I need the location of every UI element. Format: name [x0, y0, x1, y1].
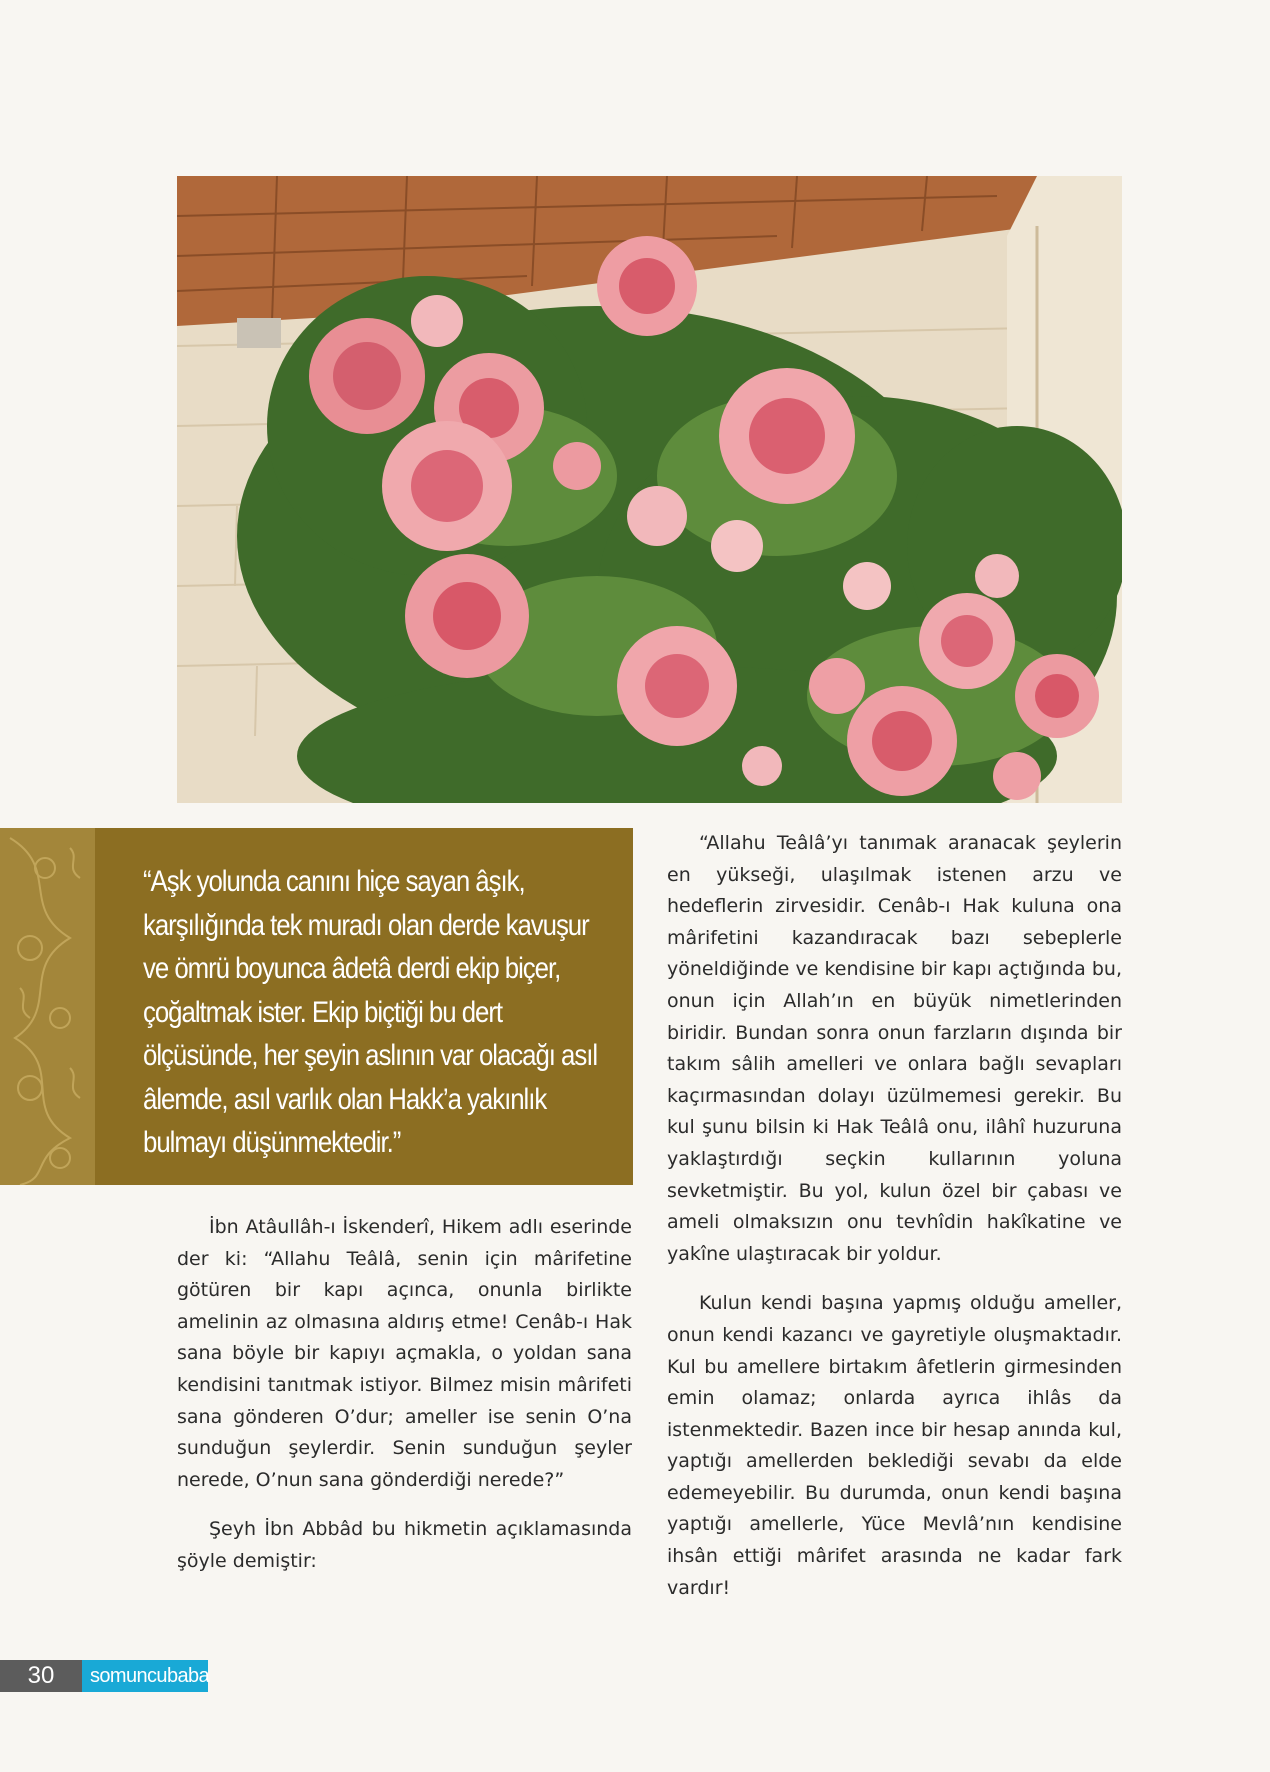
page-footer: [0, 1660, 220, 1692]
right-text-column: [667, 828, 1122, 1622]
paragraph: Kulun kendi başına yapmış olduğu ameller, onun kendi kazancı ve gayretiyle oluşmaktadır. Kul bu amellere birtakım âfetlerin girmesinden emin olamaz; onlarda ayrıca ihlâs da istenmektedir. Bazen ince bir hesap anında kul, yaptığı amellerden beklediği sevabı da elde edemeyebilir. Bu durumda, onun kendi başına yaptığı amellerle, Yüce Mevlâ’nın kendisine ihsân ettiği mârifet arasında ne kadar fark vardır!: [667, 1292, 1122, 1599]
page-number: 30: [0, 1660, 82, 1692]
paragraph: Şeyh İbn Abbâd bu hikmetin açıklamasında şöyle demiştir:: [177, 1518, 632, 1572]
pull-quote-text: “Aşk yolunda canını hiçe sayan âşık, karşılığında tek muradı olan derde kavuşur ve ömrü boyunca âdetâ derdi ekip biçer, çoğaltmak ister. Ekip biçtiği bu dert ölçüsünde, her şeyin aslının var olacağı asıl âlemde, asıl varlık olan Hakk’a yakınlık bulmayı düşünmektedir.”: [143, 865, 598, 1159]
magazine-brand: somuncubaba: [82, 1660, 208, 1692]
pull-quote-box: [0, 828, 633, 1185]
rose-photo: [177, 176, 1122, 803]
paragraph: “Allahu Teâlâ’yı tanımak aranacak şeylerin en yükseği, ulaşılmak istenen arzu ve hedeflerin zirvesidir. Cenâb-ı Hak kuluna ona mârifetini kazandıracak bazı sebeplerle yöneldiğinde ve kendisine bir kapı açtığında bu, onun için Allah’ın en büyük nimetlerinden biridir. Bundan sonra onun farzların dışında bir takım sâlih amelleri ve onlara bağlı sevapları kaçırmasından dolayı üzülmemesi gerekir. Bu kul şunu bilsin ki Hak Teâlâ onu, ilâhî huzuruna yaklaştırdığı seçkin kullarının yoluna sevketmiştir. Bu yol, kulun özel bir çabası ve ameli olmaksızın onu tevhîdin hakîkatine ve yakîne ulaştıracak bir yoldur.: [667, 832, 1122, 1265]
paragraph: İbn Atâullâh-ı İskenderî, Hikem adlı eserinde der ki: “Allahu Teâlâ, senin için mârifetine götüren bir kapı açınca, onunla birlikte amelinin az olmasına aldırış etme! Cenâb-ı Hak sana böyle bir kapıyı açmakla, o yoldan sana kendisini tanıtmak istiyor. Bilmez misin mârifeti sana gönderen O’dur; ameller ise senin O’na sunduğun şeylerdir. Senin sunduğun şeyler nerede, O’nun sana gönderdiği nerede?”: [177, 1216, 632, 1491]
floral-ornament: [0, 828, 95, 1185]
left-text-column: [177, 1212, 632, 1596]
